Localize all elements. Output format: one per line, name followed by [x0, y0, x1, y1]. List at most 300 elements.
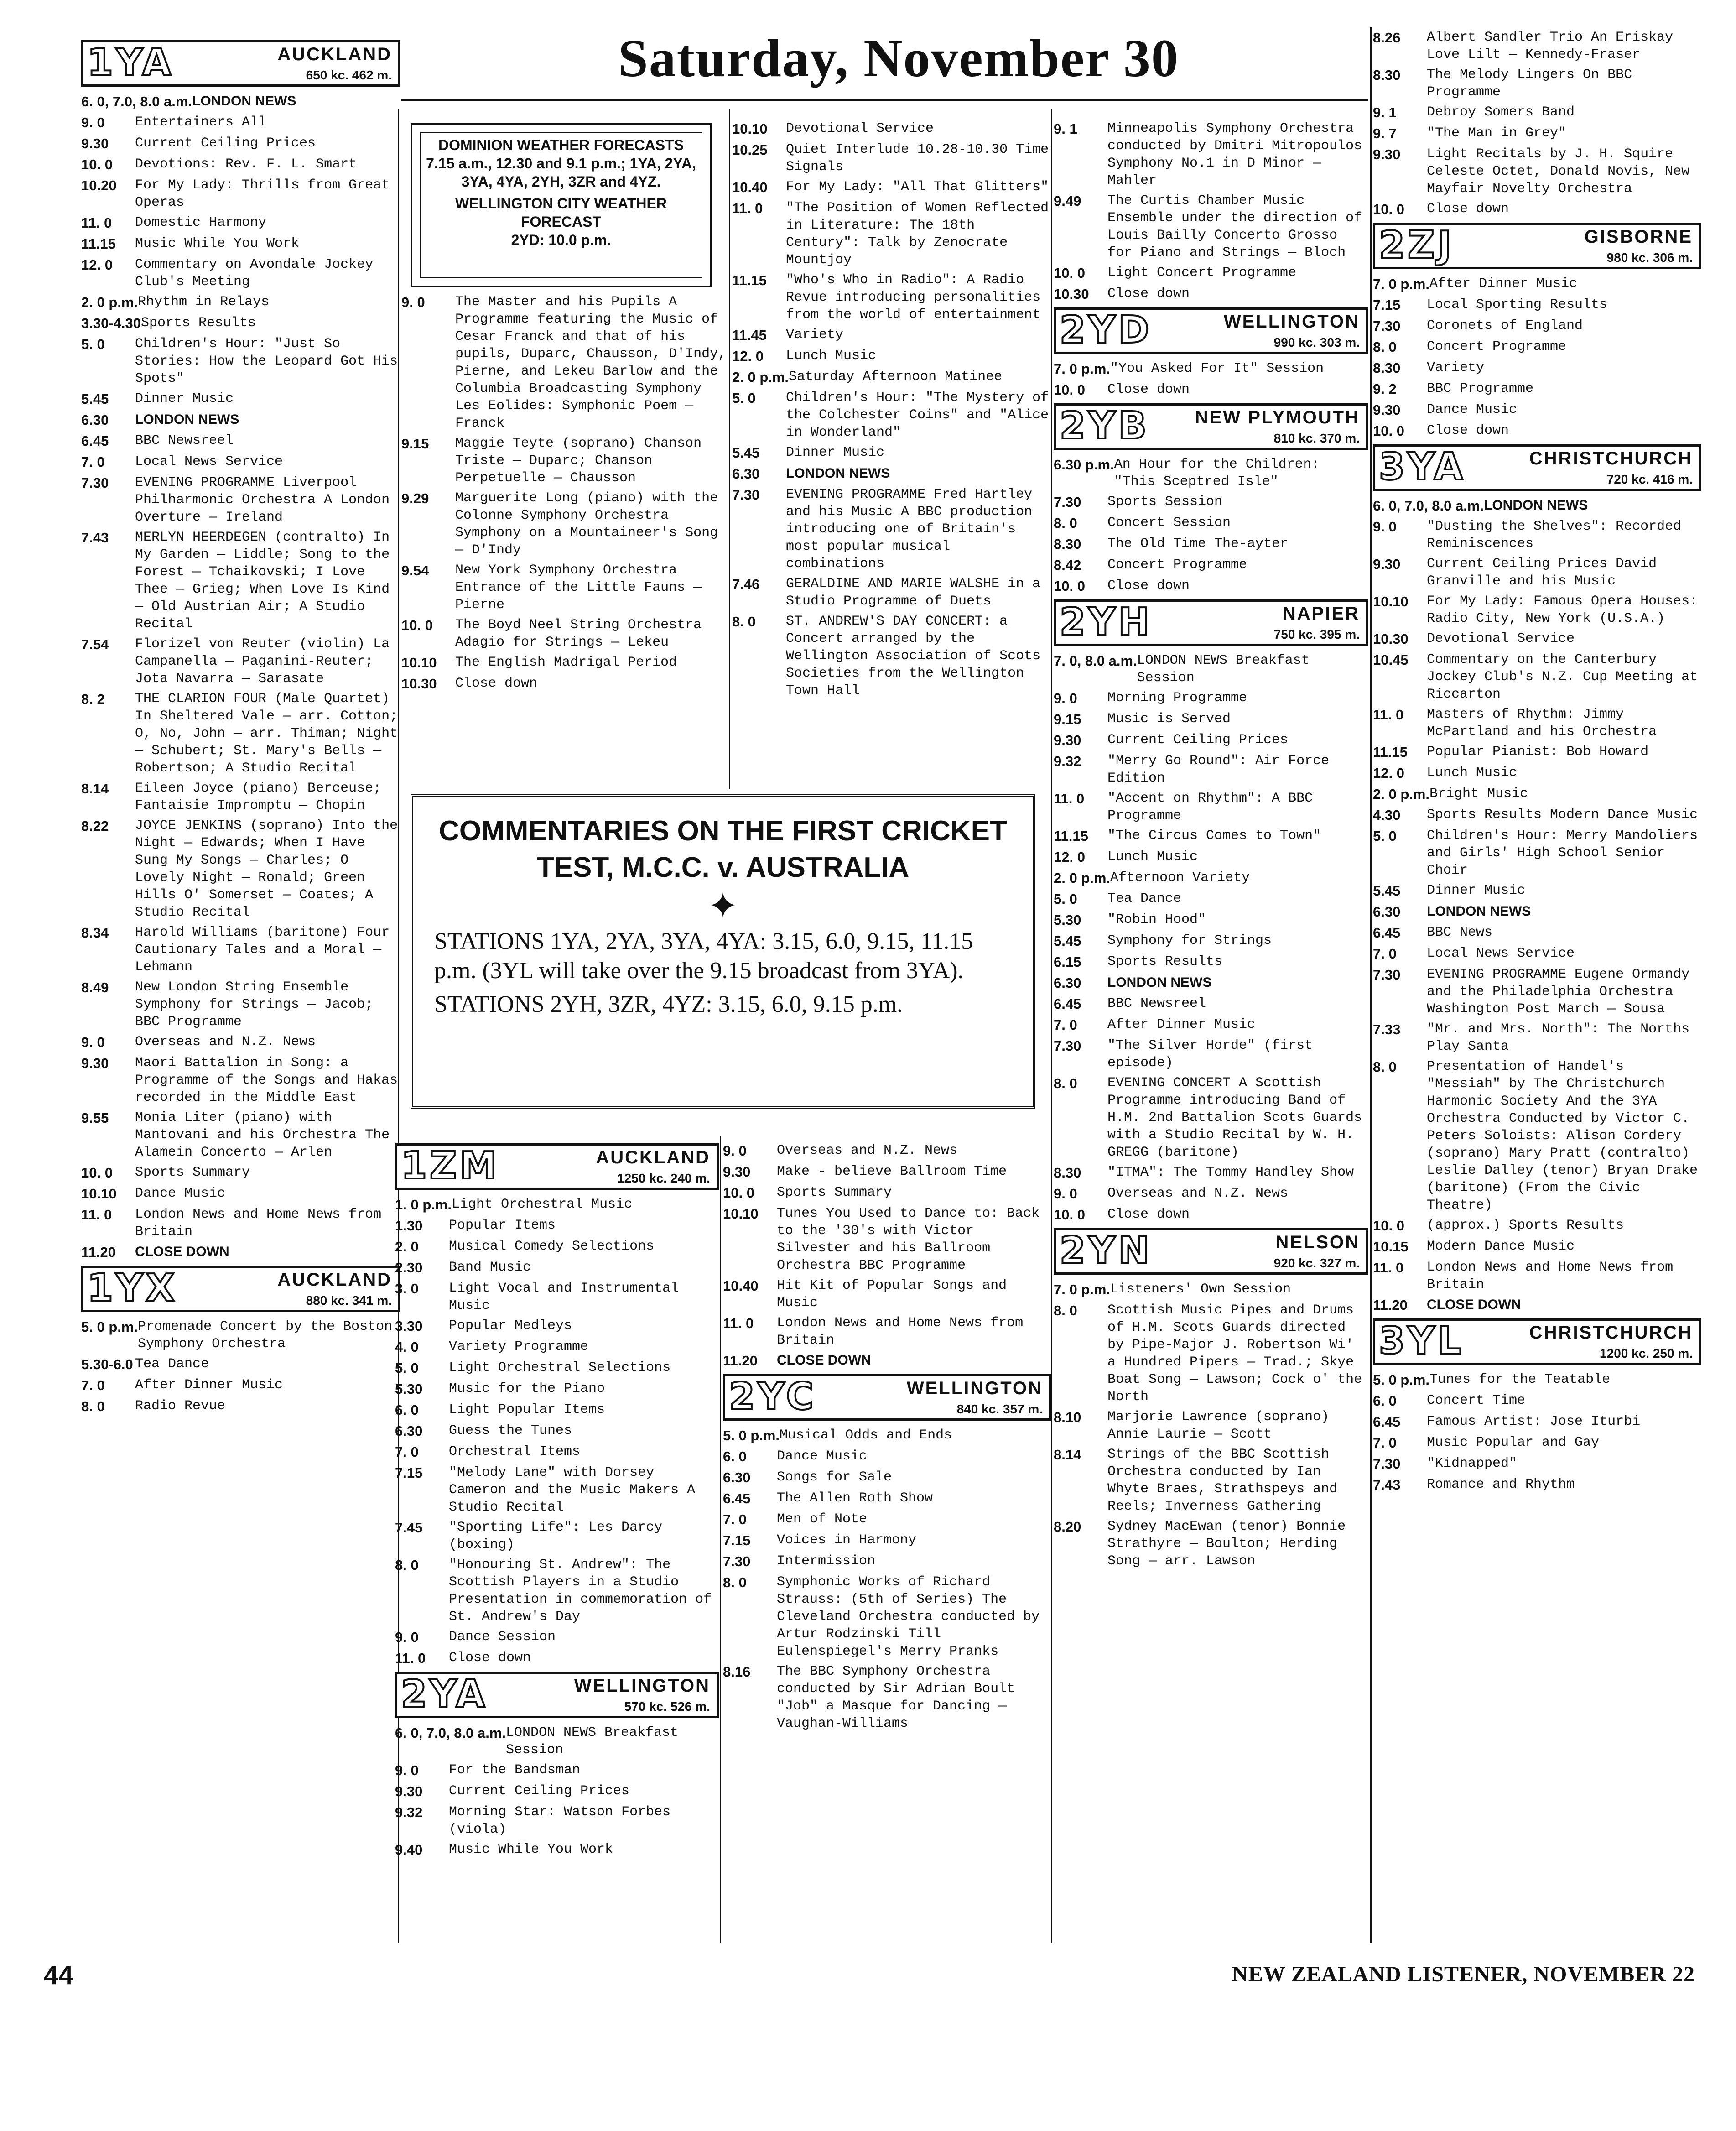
programme-title: Devotions: Rev. F. L. Smart	[135, 156, 357, 172]
programme-title: Dance Music	[1427, 402, 1518, 417]
programme-title: Current Ceiling Prices David Granville and his Music	[1427, 556, 1657, 589]
programme-time: 2.30	[395, 1260, 423, 1276]
programme-time: 10. 0	[1054, 1207, 1085, 1223]
programme-item	[1373, 1236, 1701, 1257]
programme-time: 10. 0	[1054, 265, 1085, 281]
programme-time: 9.30	[395, 1783, 423, 1799]
programme-item	[1373, 65, 1701, 102]
programme-time: 6.45	[1373, 1414, 1401, 1430]
programme-item	[723, 1467, 1051, 1488]
page-title: Saturday, November 30	[618, 28, 1179, 88]
programme-time: 10. 0	[1373, 201, 1404, 217]
programme-time: 11. 0	[81, 215, 112, 231]
programme-time: 9.30	[1373, 146, 1401, 162]
programme-title: CLOSE DOWN	[1427, 1297, 1521, 1312]
station-city: CHRISTCHURCH	[1529, 448, 1693, 469]
programme-title: London News and Home News from Britain	[1427, 1260, 1674, 1292]
programme-time: 6. 0	[395, 1402, 419, 1418]
programme-time: 9. 1	[1054, 121, 1077, 137]
programme-time: 8.30	[1054, 1165, 1081, 1181]
programme-item	[1373, 379, 1701, 400]
programme-time: 6.45	[723, 1490, 751, 1506]
programme-item	[395, 1379, 719, 1400]
programme-title: Local News Service	[1427, 946, 1575, 961]
column-2-bottom	[395, 1141, 719, 1943]
programme-item	[723, 1350, 1051, 1371]
programme-title: Close down	[1107, 286, 1190, 302]
programme-item	[723, 1530, 1051, 1551]
programme-time: 6.45	[1373, 925, 1401, 941]
programme-time: 9. 0	[395, 1762, 419, 1778]
programme-item	[395, 1257, 719, 1278]
programme-item	[1373, 629, 1701, 650]
station-header	[395, 1672, 719, 1718]
programme-time: 10. 0	[81, 156, 113, 172]
programme-item	[1373, 1295, 1701, 1316]
programme-item	[1054, 910, 1368, 931]
programme-time: 9. 0	[395, 1629, 419, 1645]
programme-item	[81, 334, 400, 389]
programme-item	[81, 977, 400, 1032]
programme-title: Strings of the BBC Scottish Orchestra conducted by Ian Whyte Braes, Strathspeys and Reels; Inverness Gathering	[1107, 1447, 1338, 1514]
programme-time: 11. 0	[732, 200, 763, 216]
programme-item	[723, 1183, 1051, 1204]
programme-time: 2. 0 p.m.	[1054, 870, 1111, 886]
programme-time: 7.30	[1054, 1038, 1081, 1054]
station-header	[81, 40, 400, 87]
programme-title: The Master and his Pupils A Programme featuring the Music of Cesar Franck and that of his pupils, Duparc, Chausson, D'Indy, Pierne, and Lekeu Barlow and the Columbia Broadcasting Symphony Les Eolides: Symphonic Poem — Franck	[455, 294, 727, 431]
programme-time: 9. 0	[1054, 1186, 1077, 1202]
programme-item	[81, 154, 400, 175]
programme-title: "Who's Who in Radio": A Radio Revue introducing personalities from the world of entertainment	[786, 272, 1041, 323]
programme-item	[723, 1446, 1051, 1467]
station-header	[1054, 599, 1368, 646]
programme-title: "Merry Go Round": Air Force Edition	[1107, 753, 1330, 786]
programme-title: After Dinner Music	[1429, 276, 1578, 292]
programme-title: Sports Summary	[777, 1185, 892, 1200]
programme-time: 5.45	[81, 391, 109, 407]
programme-time: 9. 2	[1373, 381, 1397, 397]
programme-time: 10.40	[723, 1278, 759, 1294]
programme-item	[1054, 688, 1368, 709]
programme-time: 11. 0	[395, 1650, 426, 1666]
programme-item	[1373, 27, 1701, 65]
programme-title: BBC Newsreel	[135, 433, 234, 448]
programme-time: 11.20	[1373, 1297, 1408, 1313]
station-frequency: 1250 kc. 240 m.	[617, 1171, 710, 1185]
programme-title: For My Lady: Famous Opera Houses: Radio City, New York (U.S.A.)	[1427, 594, 1698, 626]
programme-item	[81, 389, 400, 410]
programme-item	[1373, 199, 1701, 220]
title-underline	[401, 99, 1368, 101]
programme-time: 9. 0	[81, 115, 105, 130]
programme-item	[395, 1627, 719, 1648]
programme-title: LONDON NEWS	[192, 94, 296, 109]
programme-time: 8. 0	[1054, 1303, 1077, 1318]
station-call-sign: 2ZJ	[1379, 224, 1455, 267]
programme-time: 8. 0	[1373, 1059, 1397, 1075]
programme-title: Local News Service	[135, 454, 283, 469]
programme-title: Light Orchestral Selections	[449, 1360, 671, 1376]
programme-time: 7.43	[1373, 1477, 1401, 1493]
programme-item	[1373, 516, 1701, 554]
programme-time: 10.30	[401, 676, 437, 692]
programme-item	[81, 292, 400, 313]
programme-time: 7.30	[732, 487, 760, 503]
programme-item	[732, 198, 1051, 270]
programme-title: "Accent on Rhythm": A BBC Programme	[1107, 791, 1313, 823]
programme-time: 9.30	[81, 1055, 109, 1071]
programme-title: Coronets of England	[1427, 318, 1583, 333]
programme-time: 1. 0 p.m.	[395, 1197, 452, 1213]
programme-title: The Curtis Chamber Music Ensemble under the direction of Louis Bailly Concerto Grosso for Piano and Strings — Bloch	[1107, 193, 1362, 261]
programme-time: 5. 0	[732, 390, 756, 406]
programme-title: "ITMA": The Tommy Handley Show	[1107, 1165, 1354, 1180]
programme-title: Romance and Rhythm	[1427, 1477, 1575, 1492]
station-call-sign: 2YH	[1060, 600, 1153, 644]
weather-times: 7.15 a.m., 12.30 and 9.1 p.m.; 1YA, 2YA, 3YA, 4YA, 2YH, 3ZR and 4YZ.	[426, 155, 696, 190]
station-frequency: 1200 kc. 250 m.	[1600, 1346, 1693, 1360]
programme-item	[1054, 1279, 1368, 1300]
programme-time: 7.45	[395, 1520, 423, 1536]
programme-time: 10.30	[1054, 286, 1089, 302]
programme-title: LONDON NEWS Breakfast Session	[1137, 653, 1310, 686]
programme-time: 8. 0	[732, 614, 756, 630]
programme-title: CLOSE DOWN	[135, 1244, 229, 1259]
programme-time: 5.30	[1054, 912, 1081, 928]
programme-title: Children's Hour: Merry Mandoliers and Girls' High School Senior Choir	[1427, 828, 1698, 878]
programme-time: 6.45	[1054, 996, 1081, 1012]
programme-time: 6.30	[395, 1423, 423, 1439]
programme-item	[81, 473, 400, 527]
programme-time: 11.15	[1373, 744, 1408, 760]
programme-time: 5. 0 p.m.	[81, 1319, 138, 1335]
programme-time: 9.54	[401, 563, 429, 578]
programme-item	[1373, 123, 1701, 144]
programme-item	[1054, 576, 1368, 597]
programme-title: THE CLARION FOUR (Male Quartet) In Sheltered Vale — arr. Cotton; O, No, John — arr. Thiman; Night — Schubert; St. Mary's Bells — Robertson; A Studio Recital	[135, 691, 398, 776]
programme-item	[1054, 1300, 1368, 1407]
programme-title: Light Concert Programme	[1107, 265, 1297, 281]
programme-time: 5.45	[1373, 883, 1401, 899]
weather-city-time: 2YD: 10.0 p.m.	[511, 232, 611, 248]
programme-time: 7. 0	[1054, 1017, 1077, 1033]
programme-item	[81, 1242, 400, 1263]
programme-title: Tea Dance	[1107, 891, 1182, 907]
programme-title: EVENING PROGRAMME Liverpool Philharmonic Orchestra A London Overture — Ireland	[135, 475, 390, 525]
programme-time: 10. 0	[723, 1185, 754, 1201]
programme-item	[723, 1425, 1051, 1446]
weather-forecast-box	[411, 123, 712, 287]
programme-time: 7. 0 p.m.	[1373, 276, 1430, 292]
cricket-stations-2: STATIONS 2YH, 3ZR, 4YZ: 3.15, 6.0, 9.15 p.m.	[434, 991, 903, 1017]
programme-title: Maori Battalion in Song: a Programme of the Songs and Hakas recorded in the Middle East	[135, 1055, 398, 1105]
programme-title: Music is Served	[1107, 711, 1231, 727]
programme-item	[1054, 889, 1368, 910]
programme-item	[395, 1555, 719, 1627]
programme-item	[732, 574, 1051, 611]
programme-item	[723, 1276, 1051, 1313]
programme-time: 3.30	[395, 1318, 423, 1334]
programme-time: 7.46	[732, 576, 760, 592]
station-city: GISBORNE	[1584, 227, 1693, 247]
programme-title: Orchestral Items	[449, 1444, 581, 1459]
programme-time: 7.30	[81, 475, 109, 491]
station-header	[1373, 444, 1701, 491]
programme-time: 10. 0	[401, 617, 433, 633]
programme-time: 9.30	[1373, 556, 1401, 572]
station-frequency: 720 kc. 416 m.	[1606, 472, 1693, 486]
station-city: CHRISTCHURCH	[1529, 1323, 1693, 1343]
programme-item	[732, 485, 1051, 574]
programme-item	[1373, 337, 1701, 358]
programme-time: 4.30	[1373, 807, 1401, 823]
programme-item	[1054, 1036, 1368, 1073]
programme-title: Scottish Music Pipes and Drums of H.M. Scots Guards directed by Pipe-Major J. Robertson Wi' a Hundred Pipers — Trad.; Skye Boat Song — Lawson; Cock o' the North	[1107, 1303, 1362, 1405]
programme-title: "The Man in Grey"	[1427, 125, 1567, 141]
programme-time: 6. 0, 7.0, 8.0 a.m.	[81, 94, 192, 109]
programme-time: 11.15	[732, 272, 767, 288]
programme-item	[395, 1781, 719, 1802]
programme-title: Famous Artist: Jose Iturbi	[1427, 1414, 1641, 1429]
programme-title: Concert Session	[1107, 515, 1231, 531]
programme-item	[1373, 144, 1701, 199]
programme-title: Tunes for the Teatable	[1429, 1372, 1611, 1387]
programme-title: Overseas and N.Z. News	[135, 1034, 316, 1050]
column-rule	[1370, 27, 1372, 1943]
programme-time: 8.42	[1054, 557, 1081, 573]
programme-time: 12. 0	[1373, 765, 1404, 781]
programme-title: For My Lady: "All That Glitters"	[786, 179, 1049, 195]
programme-item	[81, 922, 400, 977]
programme-item	[1373, 784, 1701, 805]
station-frequency: 650 kc. 462 m.	[306, 68, 392, 82]
programme-item	[732, 140, 1051, 177]
programme-title: Presentation of Handel's "Messiah" by The Christchurch Harmonic Society And the 3YA Orchestra Conducted by Victor C. Peters Soloists: Alison Cordery (soprano) Mary Pratt (contralto) Leslie Dalley (tenor) Bryan Drake (baritone) (From the Civic Theatre)	[1427, 1059, 1698, 1213]
programme-item	[1373, 591, 1701, 629]
programme-item	[395, 1358, 719, 1379]
programme-time: 5.45	[732, 445, 760, 461]
programme-time: 8.20	[1054, 1519, 1081, 1535]
programme-time: 9. 7	[1373, 125, 1397, 141]
programme-item	[401, 652, 731, 673]
programme-time: 7.15	[1373, 297, 1401, 313]
programme-item	[1054, 709, 1368, 730]
programme-item	[1373, 704, 1701, 742]
programme-item	[1054, 1073, 1368, 1162]
programme-item	[1373, 1475, 1701, 1495]
programme-title: Hit Kit of Popular Songs and Music	[777, 1278, 1007, 1311]
programme-item	[732, 388, 1051, 443]
programme-title: "Sporting Life": Les Darcy (boxing)	[449, 1520, 663, 1553]
programme-time: 10.10	[81, 1186, 117, 1202]
programme-title: "Kidnapped"	[1427, 1456, 1518, 1471]
column-rule	[720, 1136, 721, 1943]
programme-time: 7. 0, 8.0 a.m.	[1054, 653, 1137, 669]
programme-time: 9.15	[1054, 711, 1081, 727]
station-frequency: 750 kc. 395 m.	[1273, 627, 1360, 641]
programme-time: 8.10	[1054, 1409, 1081, 1425]
programme-title: Listeners' Own Session	[1110, 1282, 1291, 1297]
programme-title: LONDON NEWS	[1427, 904, 1531, 919]
programme-item	[1054, 952, 1368, 973]
programme-time: 11.20	[81, 1244, 116, 1260]
programme-time: 8.30	[1373, 360, 1401, 376]
programme-time: 5. 0 p.m.	[723, 1428, 780, 1443]
programme-item	[1054, 651, 1368, 688]
programme-time: 7.33	[1373, 1021, 1401, 1037]
programme-title: Bright Music	[1429, 786, 1528, 802]
programme-time: 7.43	[81, 530, 109, 546]
programme-time: 6. 0, 7.0, 8.0 a.m.	[1373, 498, 1484, 514]
programme-title: Harold Williams (baritone) Four Cautionary Tales and a Moral — Lehmann	[135, 925, 390, 975]
programme-title: Lunch Music	[1107, 849, 1198, 865]
programme-title: "The Silver Horde" (first episode)	[1107, 1038, 1313, 1071]
programme-time: 8.30	[1373, 67, 1401, 83]
programme-title: Close down	[1107, 1207, 1190, 1222]
programme-item	[1054, 994, 1368, 1015]
programme-time: 3. 0	[395, 1281, 419, 1297]
programme-title: Sports Session	[1107, 494, 1223, 510]
programme-title: "Honouring St. Andrew": The Scottish Players in a Studio Presentation in commemoration of St. Andrew's Day	[449, 1557, 712, 1625]
programme-time: 2. 0	[395, 1239, 419, 1255]
station-frequency: 920 kc. 327 m.	[1273, 1256, 1360, 1270]
programme-time: 7.15	[395, 1465, 423, 1481]
programme-time: 12. 0	[1054, 849, 1085, 865]
programme-time: 10.15	[1373, 1239, 1409, 1255]
programme-title: Dance Music	[777, 1448, 868, 1464]
programme-title: "Mr. and Mrs. North": The Norths Play Santa	[1427, 1021, 1690, 1054]
programme-item	[1373, 1454, 1701, 1475]
programme-time: 9.29	[401, 490, 429, 506]
programme-time: 8. 2	[81, 691, 105, 707]
programme-item	[395, 1194, 719, 1215]
programme-time: 9. 0	[1054, 690, 1077, 706]
station-frequency: 570 kc. 526 m.	[624, 1699, 710, 1714]
programme-title: Debroy Somers Band	[1427, 104, 1575, 120]
programme-time: 5. 0	[81, 336, 105, 352]
station-call-sign: 2YB	[1060, 404, 1149, 448]
programme-item	[1373, 943, 1701, 964]
station-frequency: 840 kc. 357 m.	[956, 1402, 1043, 1416]
programme-time: 11. 0	[81, 1207, 112, 1223]
programme-item	[1054, 555, 1368, 576]
station-call-sign: 3YL	[1379, 1319, 1464, 1363]
programme-time: 8. 0	[81, 1398, 105, 1414]
programme-time: 11.20	[723, 1353, 758, 1369]
programme-item	[81, 452, 400, 473]
programme-time: 5.45	[1054, 933, 1081, 949]
column-2-top	[401, 292, 731, 794]
programme-time: 10. 0	[1373, 1218, 1404, 1234]
programme-title: Overseas and N.Z. News	[1107, 1186, 1289, 1201]
programme-time: 8.14	[1054, 1447, 1081, 1463]
programme-title: Symphony for Strings	[1107, 933, 1272, 948]
programme-item	[732, 346, 1051, 367]
cricket-heading: COMMENTARIES ON THE FIRST CRICKET TEST, M.C.C. v. AUSTRALIA	[439, 815, 1007, 883]
programme-time: 8.26	[1373, 30, 1401, 46]
programme-time: 4. 0	[395, 1339, 419, 1355]
programme-item	[401, 488, 731, 560]
programme-time: 9.30	[723, 1164, 751, 1180]
programme-item	[81, 112, 400, 133]
programme-item	[81, 213, 400, 234]
programme-item	[1373, 964, 1701, 1019]
programme-title: Close down	[1107, 578, 1190, 594]
programme-item	[1054, 730, 1368, 751]
programme-item	[81, 1317, 400, 1354]
column-3-bottom	[723, 1141, 1051, 1943]
programme-title: For My Lady: Thrills from Great Operas	[135, 177, 390, 210]
programme-title: Voices in Harmony	[777, 1532, 917, 1548]
programme-item	[395, 1337, 719, 1358]
programme-time: 10. 0	[81, 1165, 113, 1181]
programme-item	[81, 91, 400, 112]
programme-title: The Old Time The-ayter	[1107, 536, 1289, 552]
programme-item	[401, 673, 731, 694]
programme-title: Monia Liter (piano) with Mantovani and his Orchestra The Alamein Concerto — Arlen	[135, 1110, 390, 1160]
diamond-icon: ✦	[707, 886, 738, 927]
programme-title: "Dusting the Shelves": Recorded Reminiscences	[1427, 519, 1682, 552]
station-city: WELLINGTON	[906, 1378, 1043, 1398]
programme-time: 7.15	[723, 1532, 751, 1548]
station-header	[1054, 1228, 1368, 1275]
programme-item	[723, 1488, 1051, 1509]
programme-title: An Hour for the Children: "This Sceptred Isle"	[1114, 457, 1320, 490]
programme-title: Current Ceiling Prices	[449, 1783, 630, 1799]
programme-item	[1373, 1215, 1701, 1236]
programme-time: 9.32	[395, 1804, 423, 1820]
programme-time: 7.30	[1373, 967, 1401, 983]
programme-item	[395, 1839, 719, 1860]
programme-item	[401, 292, 731, 433]
programme-time: 5. 0	[395, 1360, 419, 1376]
programme-item	[732, 464, 1051, 485]
programme-item	[1373, 400, 1701, 421]
programme-item	[1054, 119, 1368, 191]
programme-time: 9.32	[1054, 753, 1081, 769]
station-city: NAPIER	[1282, 604, 1360, 624]
programme-title: Songs for Sale	[777, 1469, 892, 1485]
programme-item	[723, 1572, 1051, 1662]
programme-time: 10. 0	[1373, 423, 1404, 439]
programme-time: 8.34	[81, 925, 109, 941]
programme-item	[723, 1662, 1051, 1734]
page-number: 44	[44, 1960, 73, 1990]
programme-title: The Allen Roth Show	[777, 1490, 933, 1506]
programme-item	[81, 1108, 400, 1162]
programme-item	[1054, 263, 1368, 284]
programme-title: Concert Time	[1427, 1393, 1526, 1408]
programme-time: 9. 0	[81, 1034, 105, 1050]
programme-item	[1054, 534, 1368, 555]
programme-title: Promenade Concert by the Boston Symphony Orchestra	[138, 1319, 393, 1352]
programme-item	[732, 177, 1051, 198]
programme-item	[395, 1517, 719, 1555]
programme-title: EVENING PROGRAMME Fred Hartley and his Music A BBC production introducing one of Britain's most popular musical combinations	[786, 487, 1033, 572]
programme-title: Florizel von Reuter (violin) La Campanella — Paganini-Reuter; Jota Navarra — Sarasate	[135, 636, 390, 687]
programme-title: Close down	[1427, 423, 1509, 438]
programme-item	[395, 1723, 719, 1760]
programme-title: "The Position of Women Reflected in Literature: The 18th Century": Talk by Zenocrate Mountjoy	[786, 200, 1049, 268]
programme-title: Maggie Teyte (soprano) Chanson Triste — Duparc; Chanson Perpetuelle — Chausson	[455, 436, 702, 486]
programme-title: Sports Results Modern Dance Music	[1427, 807, 1698, 823]
programme-item	[723, 1551, 1051, 1572]
programme-item	[1373, 1257, 1701, 1295]
programme-item	[1054, 788, 1368, 826]
programme-title: Variety Programme	[449, 1339, 589, 1355]
programme-item	[1054, 751, 1368, 788]
